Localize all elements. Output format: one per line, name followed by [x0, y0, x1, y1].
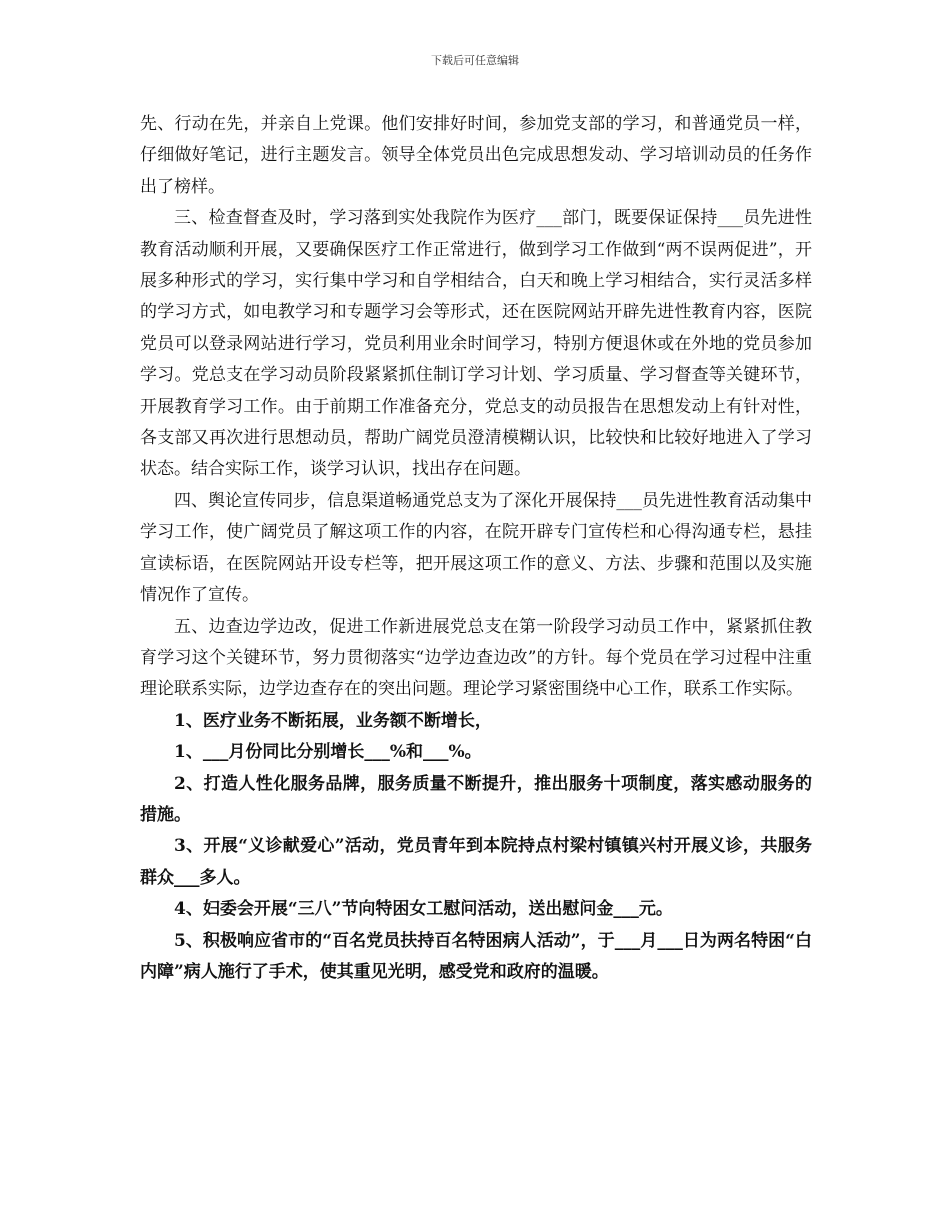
list-item-2: 2、打造人性化服务品牌，服务质量不断提升，推出服务十项制度，落实感动服务的措施。 [140, 773, 812, 825]
document-body [140, 109, 812, 988]
paragraph-section-five: 五、边查边学边改，促进工作新进展党总支在第一阶段学习动员工作中，紧紧抓住教育学习这个关键环节，努力贯彻落实“边学边查边改”的方针。每个党员在学习过程中注重理论联系实际，边学边查存在的突出问题。理论学习紧密围绕中心工作，联系工作实际。 [140, 616, 812, 700]
list-item-1b: 1、___月份同比分别增长___%和___%。 [174, 742, 482, 763]
list-item-1: 1、医疗业务不断拓展，业务额不断增长， [174, 710, 492, 731]
paragraph-section-three: 三、检查督查及时，学习落到实处我院作为医疗___部门，既要保证保持___员先进性教育活动顺利开展，又要确保医疗工作正常进行，做到学习工作做到“两不误两促进”，开展多种形式的学习，实行集中学习和自学相结合，白天和晚上学习相结合，实行灵活多样的学习方式，如电教学习和专题学习会等形式，还在医院网站开辟先进性教育内容，医院党员可以登录网站进行学习，党员利用业余时间学习，特别方便退休或在外地的党员参加学习。党总支在学习动员阶段紧紧抓住制订学习计划、学习质量、学习督查等关键环节，开展教育学习工作。由于前期工作准备充分，党总支的动员报告在思想发动上有针对性，各支部又再次进行思想动员，帮助广阔党员澄清模糊认识，比较快和比较好地进入了学习状态。结合实际工作，谈学习认识，找出存在问题。 [140, 208, 812, 480]
paragraph-section-four: 四、舆论宣传同步，信息渠道畅通党总支为了深化开展保持___员先进性教育活动集中学习工作，使广阔党员了解这项工作的内容，在院开辟专门宣传栏和心得沟通专栏，悬挂宣读标语，在医院网站开设专栏等，把开展这项工作的意义、方法、步骤和范围以及实施情况作了宣传。 [140, 490, 812, 606]
page-header: 下载后可任意编辑 [431, 54, 519, 67]
list-item-4: 4、妇委会开展“三八”节向特困女工慰问活动，送出慰问金___元。 [174, 899, 673, 920]
paragraph-continuation: 先、行动在先，并亲自上党课。他们安排好时间，参加党支部的学习，和普通党员一样，仔细做好笔记，进行主题发言。领导全体党员出色完成思想发动、学习培训动员的任务作出了榜样。 [140, 114, 812, 197]
list-item-5: 5、积极响应省市的“百名党员扶持百名特困病人活动”，于___月___日为两名特困“白内障”病人施行了手术，使其重见光明，感受党和政府的温暖。 [140, 930, 812, 982]
list-item-3: 3、开展“义诊献爱心”活动，党员青年到本院持点村梁村镇镇兴村开展义诊，共服务群众___多人。 [140, 836, 812, 888]
